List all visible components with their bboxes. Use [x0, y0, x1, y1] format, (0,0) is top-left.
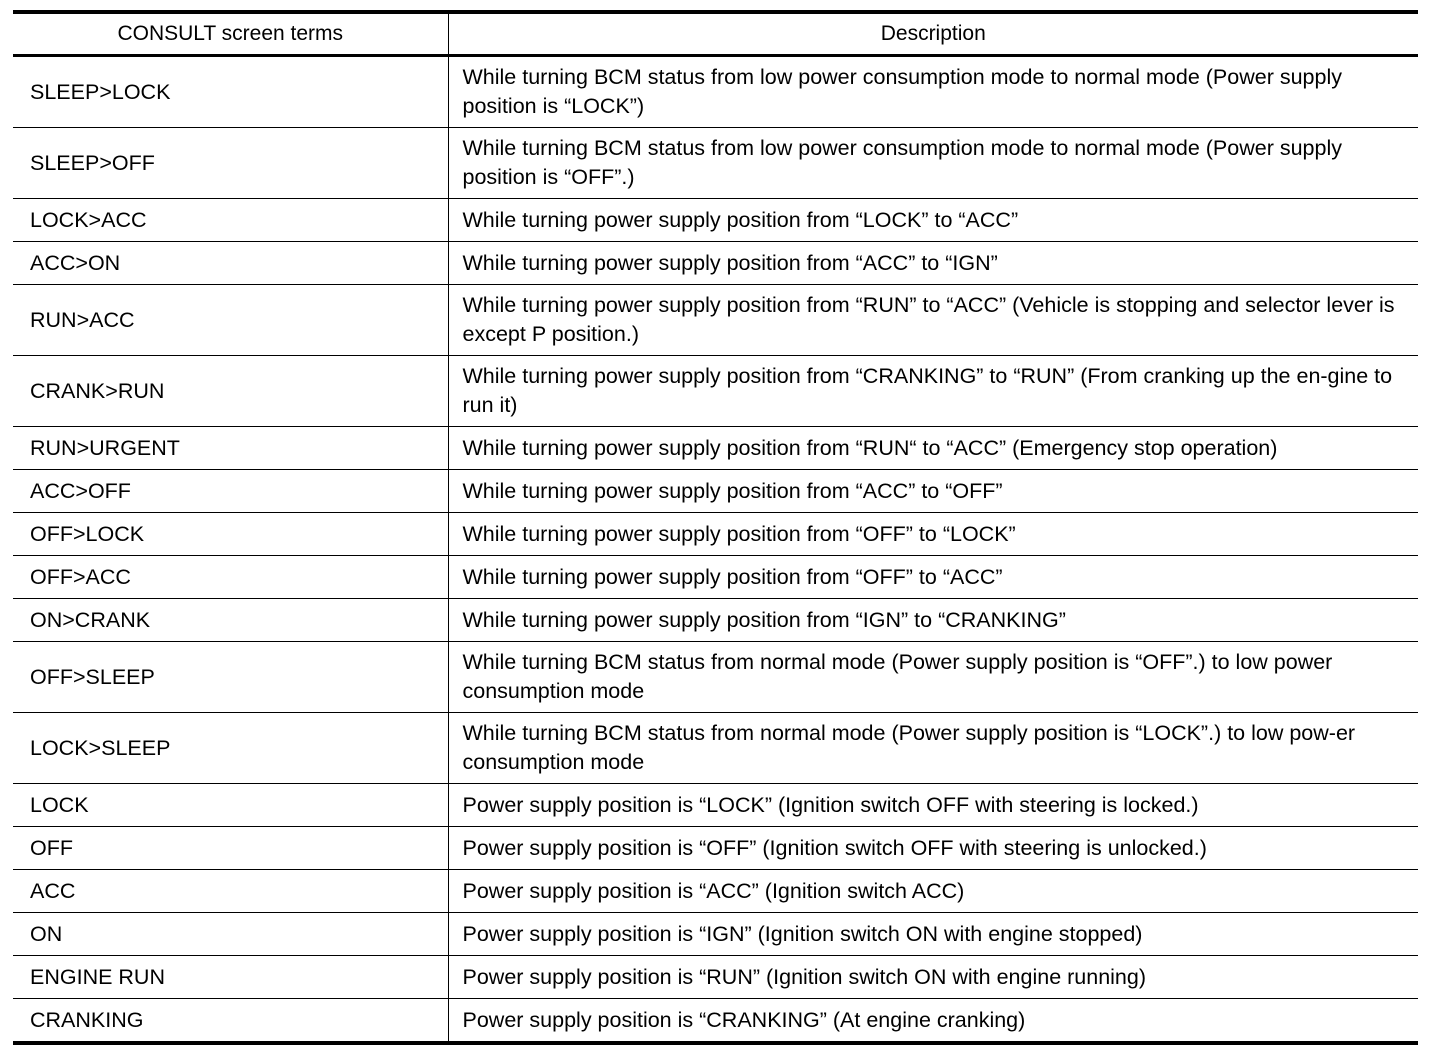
description-cell: Power supply position is “OFF” (Ignition switch OFF with steering is unlocked.) — [448, 827, 1418, 870]
term-cell: ENGINE RUN — [13, 956, 448, 999]
description-cell: While turning power supply position from “OFF” to “LOCK” — [448, 513, 1418, 556]
table-row — [13, 956, 1418, 999]
term-cell: CRANK>RUN — [13, 356, 448, 427]
description-cell: Power supply position is “CRANKING” (At engine cranking) — [462, 1007, 1026, 1032]
description-cell: While turning BCM status from normal mode (Power supply position is “OFF”.) to low power consumption mode — [448, 642, 1418, 713]
term-cell: ACC>OFF — [13, 470, 448, 513]
term-cell: OFF>LOCK — [13, 513, 448, 556]
description-cell: Power supply position is “LOCK” (Ignition switch OFF with steering is locked.) — [448, 784, 1418, 827]
table-row — [13, 356, 1418, 427]
description-cell: While turning power supply position from “ACC” to “IGN” — [448, 242, 1418, 285]
table-row — [13, 285, 1418, 356]
description-cell: While turning power supply position from “CRANKING” to “RUN” (From cranking up the en-gine to run it) — [448, 356, 1418, 427]
table-row — [13, 199, 1418, 242]
table-row — [13, 427, 1418, 470]
term-cell: ON — [13, 913, 448, 956]
term-cell: LOCK>ACC — [13, 199, 448, 242]
description-cell: While turning power supply position from “IGN” to “CRANKING” — [448, 599, 1418, 642]
description-cell: While turning power supply position from “RUN“ to “ACC” (Emergency stop operation) — [448, 427, 1418, 470]
description-cell: While turning power supply position from “LOCK” to “ACC” — [448, 199, 1418, 242]
term-cell: OFF>ACC — [13, 556, 448, 599]
table-row — [13, 128, 1418, 199]
table-row — [13, 784, 1418, 827]
table-row — [13, 556, 1418, 599]
table-row — [13, 870, 1418, 913]
consult-terms-table — [13, 10, 1418, 1045]
term-cell: RUN>ACC — [13, 285, 448, 356]
term-cell: ACC — [13, 870, 448, 913]
term-cell: SLEEP>OFF — [13, 128, 448, 199]
term-cell: SLEEP>LOCK — [13, 56, 448, 128]
description-cell: While turning BCM status from normal mode (Power supply position is “LOCK”.) to low pow-er consumption mode — [448, 713, 1418, 784]
table-row — [13, 999, 1418, 1044]
term-cell: OFF>SLEEP — [13, 642, 448, 713]
description-cell: While turning power supply position from “OFF” to “ACC” — [448, 556, 1418, 599]
term-cell: ON>CRANK — [13, 599, 448, 642]
description-cell: Power supply position is “RUN” (Ignition switch ON with engine running) — [448, 956, 1418, 999]
table-row — [13, 642, 1418, 713]
table-row — [13, 513, 1418, 556]
term-cell: OFF — [13, 827, 448, 870]
table-row — [13, 56, 1418, 128]
description-cell: Power supply position is “ACC” (Ignition switch ACC) — [448, 870, 1418, 913]
table-row — [13, 913, 1418, 956]
table-row — [13, 242, 1418, 285]
description-cell: While turning BCM status from low power consumption mode to normal mode (Power supply position is “OFF”.) — [448, 128, 1418, 199]
term-cell: LOCK — [13, 784, 448, 827]
description-cell: Power supply position is “IGN” (Ignition switch ON with engine stopped) — [448, 913, 1418, 956]
table-row — [13, 713, 1418, 784]
consult-terms-table-container — [13, 10, 1418, 1045]
table-header-row — [13, 12, 1418, 56]
description-cell: While turning power supply position from “RUN” to “ACC” (Vehicle is stopping and selector lever is except P position.) — [448, 285, 1418, 356]
description-cell: While turning power supply position from “ACC” to “OFF” — [448, 470, 1418, 513]
header-description: Description — [448, 12, 1418, 56]
term-cell: ACC>ON — [13, 242, 448, 285]
term-cell: RUN>URGENT — [13, 427, 448, 470]
table-row — [13, 470, 1418, 513]
description-cell: While turning BCM status from low power consumption mode to normal mode (Power supply position is “LOCK”) — [448, 56, 1418, 128]
term-cell: CRANKING — [13, 999, 448, 1044]
table-row — [13, 827, 1418, 870]
header-consult-screen-terms: CONSULT screen terms — [13, 12, 448, 56]
term-cell: LOCK>SLEEP — [13, 713, 448, 784]
table-row — [13, 599, 1418, 642]
